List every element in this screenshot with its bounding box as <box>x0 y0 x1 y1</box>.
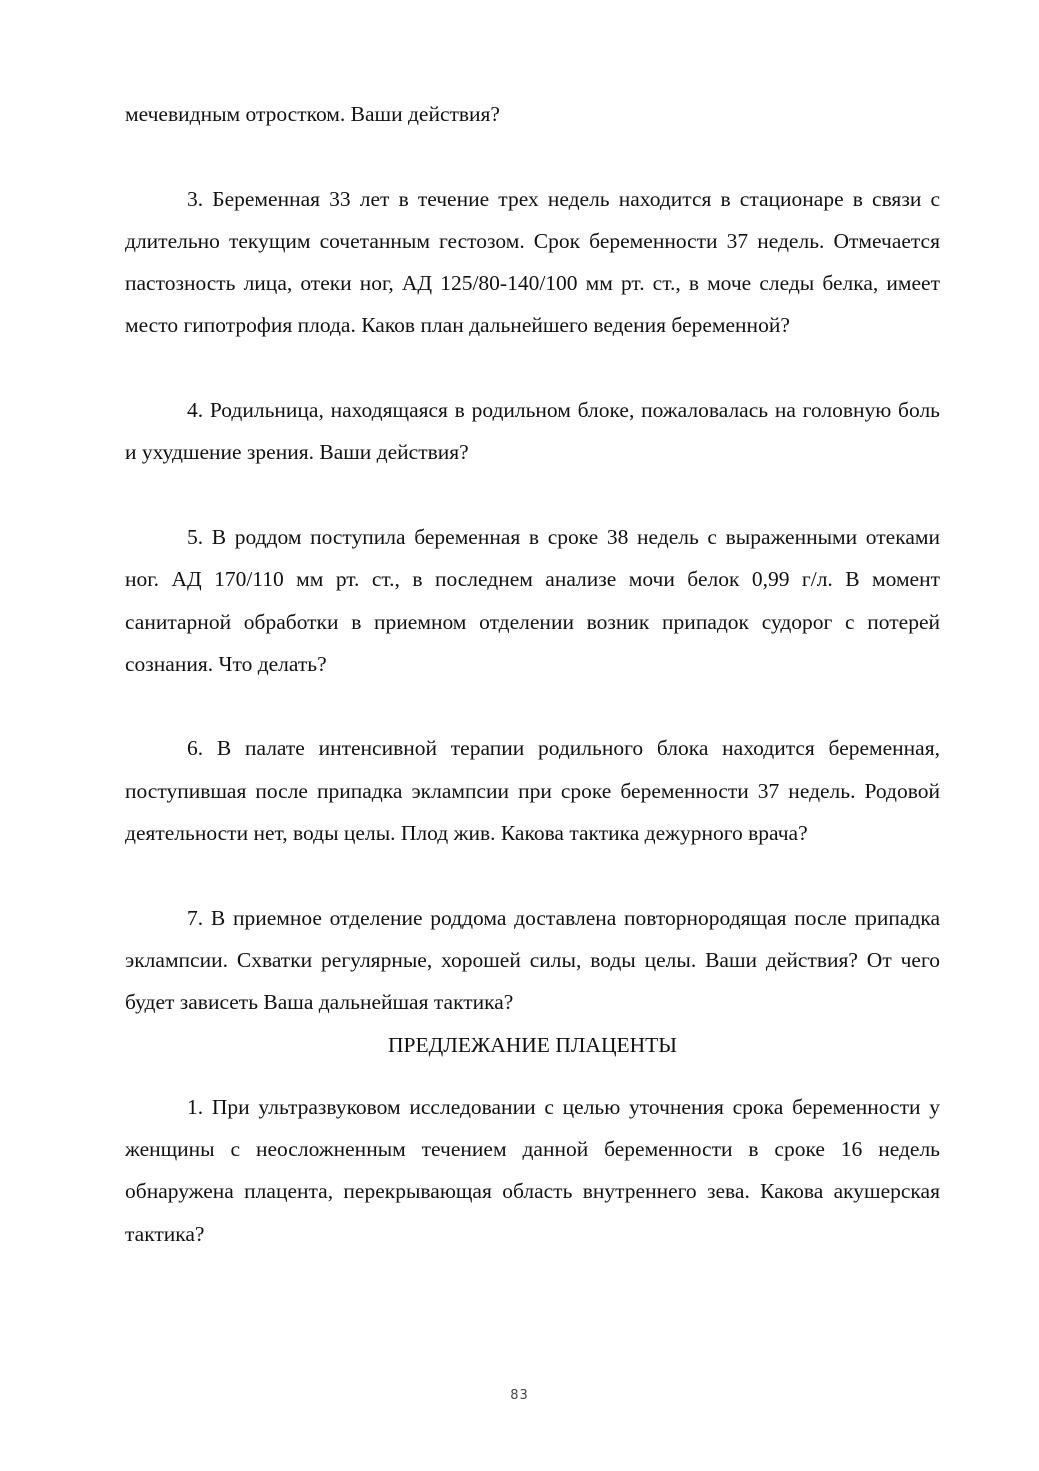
question-4: 4. Родильница, находящаяся в родильном блоке, пожаловалась на головную боль и ухудшение зрения. Ваши действия? <box>125 398 940 465</box>
question-5: 5. В роддом поступила беременная в сроке 38 недель с выраженными отеками ног. АД 170/110 мм рт. ст., в последнем анализе мочи белок 0,99 г/л. В момент санитарной обработки в приемном отделении возник припадок судорог с потерей сознания. Что делать? <box>125 524 940 676</box>
question-7: 7. В приемное отделение роддома доставлена повторнородящая после припадка эклампсии. Схватки регулярные, хорошей силы, воды целы. Ваши действия? От чего будет зависеть Ваша дальнейшая тактика? <box>125 905 940 1015</box>
paragraph-continuation: мечевидным отростком. Ваши действия? <box>125 102 500 126</box>
question-6: 6. В палате интенсивной терапии родильного блока находится беременная, поступившая после припадка эклампсии при сроке беременности 37 недель. Родовой деятельности нет, воды целы. Плод жив. Какова тактика дежурного врача? <box>125 736 940 846</box>
page-number: 83 <box>510 1388 529 1403</box>
page-content <box>125 93 940 1255</box>
question-3: 3. Беременная 33 лет в течение трех недель находится в стационаре в связи с длительно текущим сочетанным гестозом. Срок беременности 37 недель. Отмечается пастозность лица, отеки ног, АД 125/80-140/100 мм рт. ст., в моче следы белка, имеет место гипотрофия плода. Каков план дальнейшего ведения беременной? <box>125 186 940 338</box>
section-question-1: 1. При ультразвуковом исследовании с целью уточнения срока беременности у женщины с неосложненным течением данной беременности в сроке 16 недель обнаружена плацента, перекрывающая область внутреннего зева. Какова акушерская тактика? <box>125 1094 940 1246</box>
section-heading: ПРЕДЛЕЖАНИЕ ПЛАЦЕНТЫ <box>387 1032 678 1057</box>
